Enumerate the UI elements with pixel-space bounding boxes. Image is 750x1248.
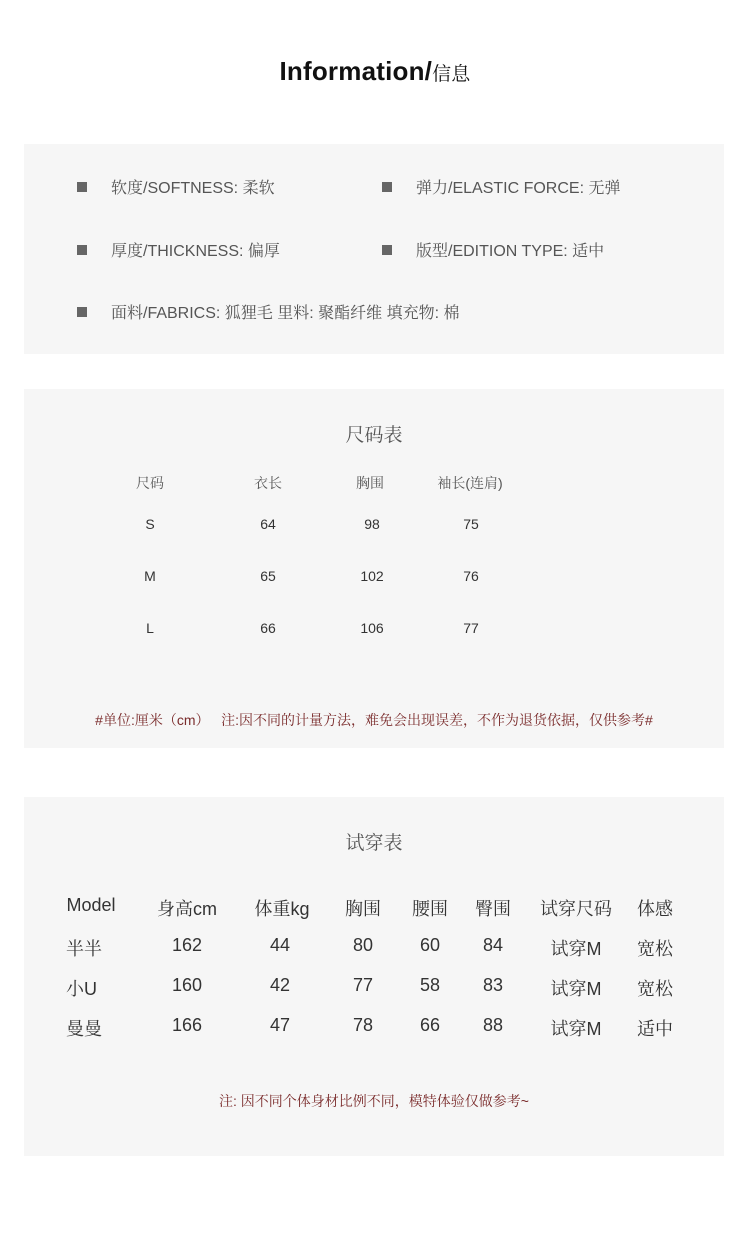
fit-cell: 47 xyxy=(269,1015,291,1035)
size-cell: L xyxy=(146,620,154,636)
size-cell: 106 xyxy=(360,620,384,636)
attr-elastic xyxy=(382,175,620,198)
title-cn: 信息 xyxy=(432,64,471,85)
fit-cell: 42 xyxy=(269,975,291,995)
info-panel xyxy=(24,144,724,354)
fit-cell: 宽松 xyxy=(637,979,673,999)
attr-softness xyxy=(77,175,275,198)
fit-cell: 78 xyxy=(352,1015,374,1035)
attr-fabrics-text: 面料/FABRICS: 狐狸毛 里料: 聚酯纤维 填充物: 棉 xyxy=(111,305,460,322)
fit-header-hip: 臀围 xyxy=(475,899,511,919)
bullet-square-icon xyxy=(382,245,392,255)
fit-cell: 适中 xyxy=(637,1019,673,1039)
size-cell: 98 xyxy=(364,516,380,532)
fit-cell: 试穿M xyxy=(550,1019,602,1039)
attr-thickness xyxy=(77,238,280,261)
page-title xyxy=(0,56,750,87)
attr-softness-text: 软度/SOFTNESS: 柔软 xyxy=(111,180,275,197)
size-cell: 75 xyxy=(463,516,479,532)
fit-cell: 60 xyxy=(419,935,441,955)
attr-thickness-text: 厚度/THICKNESS: 偏厚 xyxy=(111,243,280,260)
fit-cell: 半半 xyxy=(66,939,102,959)
size-table-title: 尺码表 xyxy=(345,425,403,446)
bullet-square-icon xyxy=(382,182,392,192)
fit-table-note: 注: 因不同个体身材比例不同，模特体验仅做参考~ xyxy=(219,1093,529,1109)
bullet-square-icon xyxy=(77,182,87,192)
fit-cell: 试穿M xyxy=(550,979,602,999)
fit-header-chest: 胸围 xyxy=(345,899,381,919)
fit-cell: 小U xyxy=(66,979,97,999)
fit-table-panel xyxy=(24,797,724,1156)
fit-cell: 83 xyxy=(482,975,504,995)
attr-edition xyxy=(382,238,604,261)
size-cell: 76 xyxy=(463,568,479,584)
size-cell: 65 xyxy=(260,568,276,584)
size-header-sleeve: 袖长(连肩) xyxy=(437,475,503,491)
size-cell: 66 xyxy=(260,620,276,636)
fit-cell: 曼曼 xyxy=(66,1019,102,1039)
size-cell: M xyxy=(144,568,156,584)
size-table-panel xyxy=(24,389,724,748)
size-cell: S xyxy=(145,516,155,532)
size-cell: 64 xyxy=(260,516,276,532)
fit-cell: 44 xyxy=(269,935,291,955)
fit-header-feel: 体感 xyxy=(637,899,673,919)
fit-header-weight: 体重kg xyxy=(254,899,310,919)
fit-cell: 58 xyxy=(419,975,441,995)
attr-edition-text: 版型/EDITION TYPE: 适中 xyxy=(416,243,605,260)
fit-cell: 试穿M xyxy=(550,939,602,959)
size-table-note: #单位:厘米（cm） 注:因不同的计量方法，难免会出现误差，不作为退货依据，仅供参考# xyxy=(95,712,653,728)
size-cell: 102 xyxy=(360,568,384,584)
size-header-chest: 胸围 xyxy=(356,475,384,491)
size-header-size: 尺码 xyxy=(136,475,164,491)
fit-header-size: 试穿尺码 xyxy=(540,899,612,919)
fit-cell: 77 xyxy=(352,975,374,995)
bullet-square-icon xyxy=(77,245,87,255)
fit-cell: 66 xyxy=(419,1015,441,1035)
size-cell: 77 xyxy=(463,620,479,636)
fit-cell: 166 xyxy=(171,1015,203,1035)
size-header-length: 衣长 xyxy=(254,475,282,491)
fit-header-waist: 腰围 xyxy=(412,899,448,919)
fit-cell: 宽松 xyxy=(637,939,673,959)
fit-cell: 162 xyxy=(171,935,203,955)
title-en: Information/ xyxy=(279,56,433,86)
fit-cell: 84 xyxy=(482,935,504,955)
fit-cell: 80 xyxy=(352,935,374,955)
bullet-square-icon xyxy=(77,307,87,317)
fit-cell: 160 xyxy=(171,975,203,995)
attr-fabrics xyxy=(77,300,459,323)
fit-table-title: 试穿表 xyxy=(345,833,403,854)
fit-header-height: 身高cm xyxy=(157,899,217,919)
attr-elastic-text: 弹力/ELASTIC FORCE: 无弹 xyxy=(416,180,621,197)
fit-cell: 88 xyxy=(482,1015,504,1035)
fit-header-model: Model xyxy=(66,895,116,915)
